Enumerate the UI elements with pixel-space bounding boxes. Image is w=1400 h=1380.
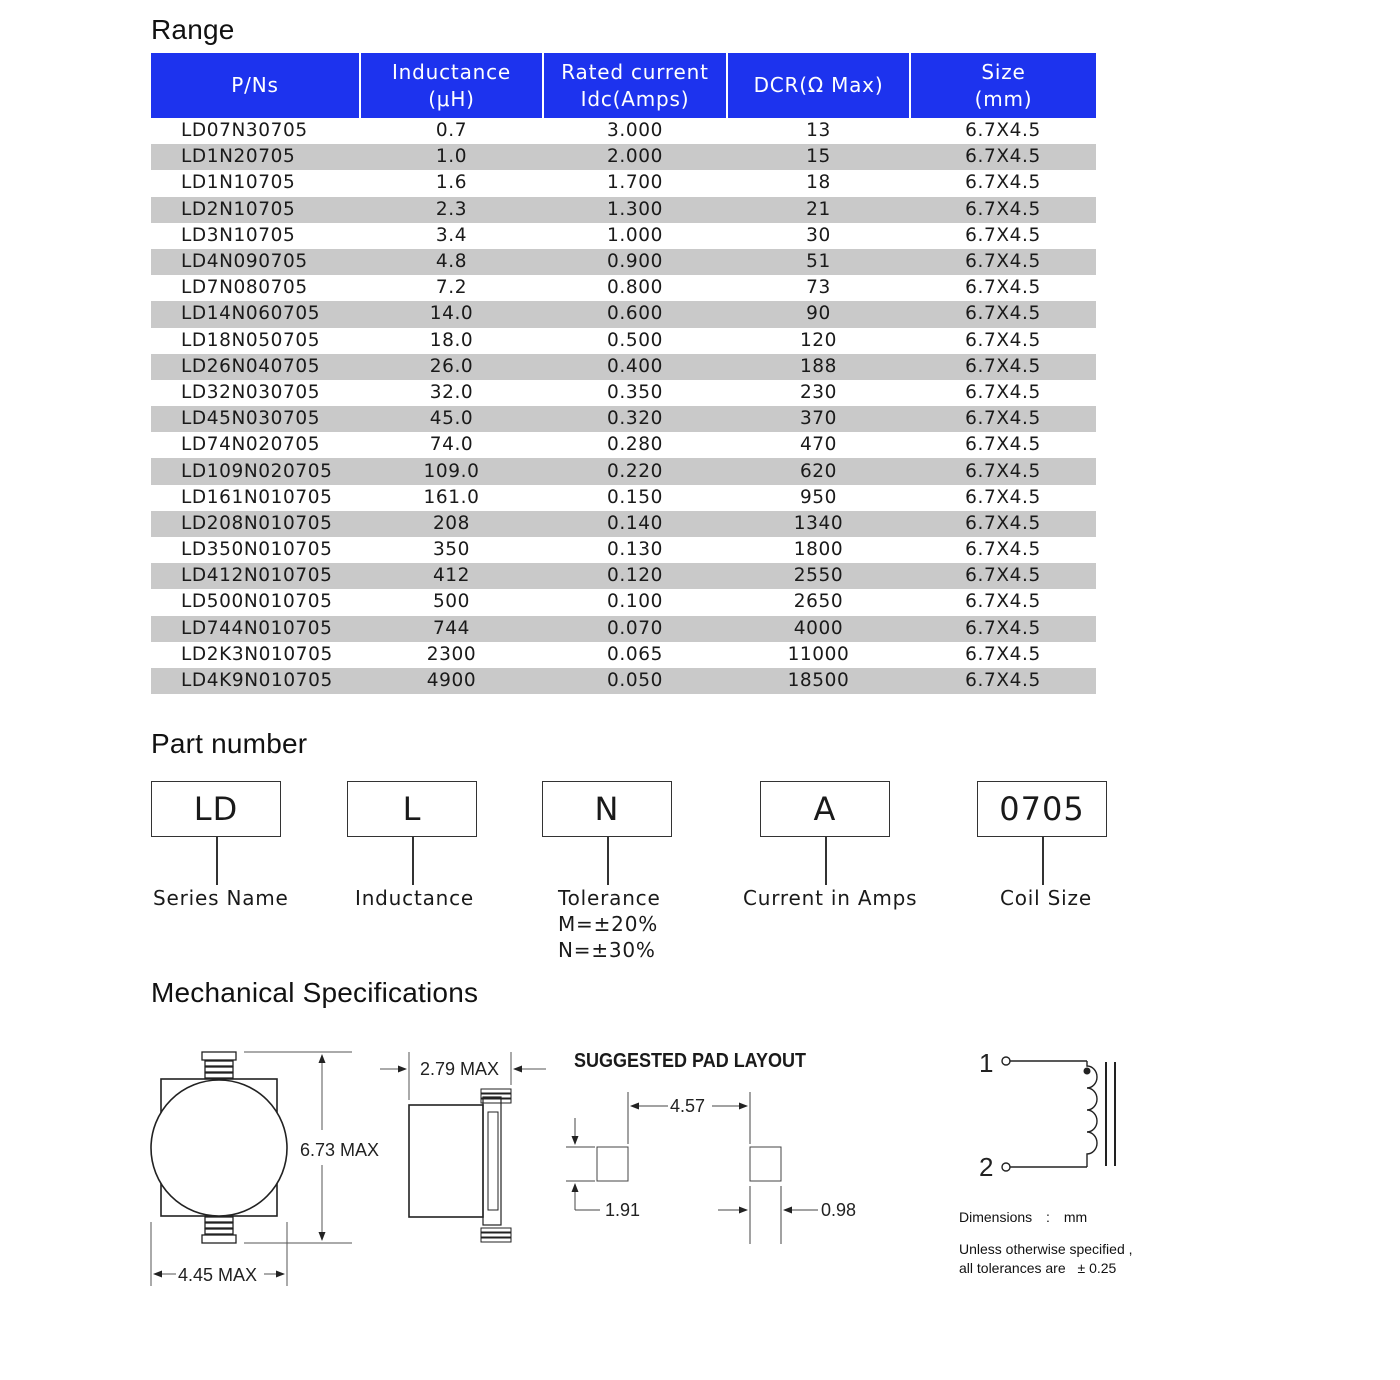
range-table-body [151,118,1096,694]
part-number-code-ld: LD [151,781,281,837]
tolerance-m: M=±20% [558,912,659,936]
table-header-row [151,53,1096,118]
cell-pn: LD74N020705 [181,434,321,456]
cell-inductance: 4900 [360,668,543,694]
cell-inductance: 208 [360,511,543,537]
table-row [151,668,1096,694]
cell-pn: LD4K9N010705 [151,668,360,694]
cell-size: 6.7X4.5 [965,277,1041,299]
cell-inductance: 500 [432,591,471,613]
mechanical-title: Mechanical Specifications [151,977,479,1008]
cell-pn: LD161N010705 [181,486,333,508]
dim-height-label: 6.73 MAX [300,1140,380,1160]
table-row [151,642,1096,668]
label-series-name: Series Name [153,886,289,910]
cell-dcr: 1340 [727,511,910,537]
cell-inductance: 4.8 [360,249,543,275]
cell-pn: LD350N010705 [181,539,333,561]
cell-inductance: 26.0 [360,354,543,380]
cell-rated-current: 0.130 [607,539,663,561]
cell-pn: LD1N10705 [181,172,296,194]
cell-dcr: 1800 [793,539,844,561]
cell-dcr: 370 [727,406,910,432]
label-coil-size: Coil Size [1000,886,1092,910]
cell-size: 6.7X4.5 [910,511,1096,537]
cell-pn: LD26N040705 [151,354,360,380]
col-header-dcr: DCR(Ω Max) [727,53,910,118]
cell-rated-current: 0.400 [543,354,727,380]
connector-line [607,837,609,885]
cell-inductance: 2300 [426,643,477,665]
pad-layout-title: SUGGESTED PAD LAYOUT [574,1050,807,1072]
table-row [151,563,1096,589]
label-current: Current in Amps [743,886,918,910]
cell-inductance: 45.0 [360,406,543,432]
part-number-code-a: A [760,781,890,837]
cell-inductance: 74.0 [429,434,474,456]
cell-dcr: 13 [806,120,831,142]
cell-size: 6.7X4.5 [965,591,1041,613]
pin-2-label: 2 [979,1152,994,1182]
label-inductance: Inductance [355,886,475,910]
schematic-symbol [1002,1057,1115,1171]
table-row [151,328,1096,354]
part-number-title: Part number [151,728,308,759]
cell-dcr: 30 [806,224,831,246]
cell-inductance: 744 [360,616,543,642]
table-row [151,144,1096,170]
connector-line [216,837,218,885]
cell-inductance: 2.3 [360,197,543,223]
table-row [151,301,1096,327]
cell-pn: LD07N30705 [181,120,308,142]
cell-rated-current: 0.500 [607,329,663,351]
cell-dcr: 470 [799,434,838,456]
dim-thickness-label: 2.79 MAX [420,1059,500,1079]
cell-size: 6.7X4.5 [965,434,1041,456]
cell-size: 6.7X4.5 [965,224,1041,246]
table-row [151,170,1096,196]
cell-size: 6.7X4.5 [965,381,1041,403]
side-terminal-top [481,1089,511,1103]
cell-size: 6.7X4.5 [910,301,1096,327]
pin-1-label: 1 [979,1048,994,1078]
cell-rated-current: 0.800 [607,277,663,299]
cell-inductance: 0.7 [435,120,468,142]
table-row [151,223,1096,249]
part-number-code-l: L [347,781,477,837]
core-circle [151,1080,287,1216]
cell-size: 6.7X4.5 [910,354,1096,380]
cell-rated-current: 1.700 [607,172,663,194]
terminal-bottom [202,1217,236,1243]
top-view-drawing [151,1052,287,1243]
cell-size: 6.7X4.5 [965,329,1041,351]
col-header-size: Size (mm) [910,53,1096,118]
cell-dcr: 90 [727,301,910,327]
cell-inductance: 3.4 [435,224,468,246]
cell-rated-current: 0.050 [543,668,727,694]
cell-inductance: 18.0 [429,329,474,351]
cell-rated-current: 0.350 [607,381,663,403]
cell-size: 6.7X4.5 [965,643,1041,665]
cell-pn: LD2K3N010705 [181,643,333,665]
cell-dcr: 18500 [727,668,910,694]
connector-line [1042,837,1044,885]
cell-rated-current: 3.000 [607,120,663,142]
cell-size: 6.7X4.5 [965,539,1041,561]
cell-rated-current: 0.600 [543,301,727,327]
cell-size: 6.7X4.5 [910,616,1096,642]
cell-dcr: 620 [727,458,910,484]
cell-pn: LD1N20705 [151,144,360,170]
side-body [409,1105,483,1217]
cell-rated-current: 0.150 [607,486,663,508]
cell-size: 6.7X4.5 [965,486,1041,508]
cell-dcr: 51 [727,249,910,275]
pad-width-label: 0.98 [821,1200,857,1220]
cell-dcr: 120 [799,329,838,351]
cell-inductance: 1.0 [360,144,543,170]
cell-inductance: 14.0 [360,301,543,327]
mechanical-drawing [0,1020,1400,1320]
cell-pn: LD208N010705 [151,511,360,537]
cell-size: 6.7X4.5 [910,197,1096,223]
cell-rated-current: 0.280 [607,434,663,456]
cell-dcr: 2650 [793,591,844,613]
terminal-top [202,1052,236,1078]
cell-dcr: 188 [727,354,910,380]
cell-pn: LD744N010705 [151,616,360,642]
cell-pn: LD412N010705 [151,563,360,589]
cell-pn: LD4N090705 [151,249,360,275]
table-row [151,432,1096,458]
cell-rated-current: 0.140 [543,511,727,537]
table-row [151,485,1096,511]
connector-line [412,837,414,885]
cell-rated-current: 0.120 [543,563,727,589]
cell-pn: LD7N080705 [181,277,308,299]
cell-size: 6.7X4.5 [910,668,1096,694]
cell-rated-current: 0.100 [607,591,663,613]
col-header-pn: P/Ns [151,53,360,118]
cell-dcr: 950 [799,486,838,508]
table-row [151,354,1096,380]
cell-pn: LD14N060705 [151,301,360,327]
cell-rated-current: 2.000 [543,144,727,170]
table-row [151,118,1096,144]
cell-rated-current: 0.065 [607,643,663,665]
cell-pn: LD2N10705 [151,197,360,223]
cell-size: 6.7X4.5 [910,458,1096,484]
connector-line [825,837,827,885]
side-terminal-bottom [481,1228,511,1242]
cell-rated-current: 0.900 [543,249,727,275]
cell-dcr: 2550 [727,563,910,589]
table-row [151,249,1096,275]
col-header-inductance: Inductance (μH) [360,53,543,118]
table-row [151,589,1096,615]
cell-inductance: 109.0 [360,458,543,484]
cell-dcr: 21 [727,197,910,223]
cell-rated-current: 1.300 [543,197,727,223]
cell-dcr: 230 [799,381,838,403]
cell-dcr: 11000 [787,643,850,665]
cell-pn: LD18N050705 [181,329,321,351]
pad-height-label: 1.91 [605,1200,641,1220]
pad-spacing-label: 4.57 [670,1096,706,1116]
tolerance-note-line1: Unless otherwise specified , [959,1241,1133,1257]
pad-right [750,1147,781,1181]
cell-rated-current: 0.220 [543,458,727,484]
tolerance-note-line2: all tolerances are ± 0.25 [959,1260,1117,1276]
table-row [151,616,1096,642]
dim-width-label: 4.45 MAX [178,1265,258,1285]
cell-dcr: 73 [806,277,831,299]
cell-pn: LD3N10705 [181,224,296,246]
range-title: Range [151,14,235,45]
cell-rated-current: 0.070 [543,616,727,642]
cell-size: 6.7X4.5 [910,563,1096,589]
cell-inductance: 7.2 [435,277,468,299]
cell-pn: LD45N030705 [151,406,360,432]
tolerance-n: N=±30% [558,938,656,962]
cell-inductance: 1.6 [435,172,468,194]
cell-size: 6.7X4.5 [910,249,1096,275]
cell-pn: LD109N020705 [151,458,360,484]
col-header-rated-current: Rated current Idc(Amps) [543,53,727,118]
table-row [151,197,1096,223]
table-row [151,537,1096,563]
cell-rated-current: 0.320 [543,406,727,432]
cell-pn: LD32N030705 [181,381,321,403]
table-row [151,511,1096,537]
cell-size: 6.7X4.5 [965,172,1041,194]
cell-inductance: 32.0 [429,381,474,403]
cell-size: 6.7X4.5 [910,406,1096,432]
cell-pn: LD500N010705 [181,591,333,613]
coil-winding [1087,1061,1097,1167]
polarity-dot [1084,1068,1091,1075]
pad-left [597,1147,628,1181]
range-table [151,53,1096,694]
cell-inductance: 161.0 [423,486,480,508]
cell-size: 6.7X4.5 [910,144,1096,170]
label-tolerance: Tolerance M=±20% N=±30% [558,886,661,962]
table-row [151,380,1096,406]
cell-rated-current: 1.000 [607,224,663,246]
dimensions-note: Dimensions : mm [959,1209,1088,1225]
cell-size: 6.7X4.5 [965,120,1041,142]
cell-dcr: 4000 [727,616,910,642]
table-row [151,406,1096,432]
cell-dcr: 18 [806,172,831,194]
side-view-drawing [409,1089,511,1242]
part-number-code-size: 0705 [977,781,1107,837]
cell-inductance: 412 [360,563,543,589]
table-row [151,458,1096,484]
cell-dcr: 15 [727,144,910,170]
part-number-code-n: N [542,781,672,837]
table-row [151,275,1096,301]
cell-inductance: 350 [432,539,471,561]
